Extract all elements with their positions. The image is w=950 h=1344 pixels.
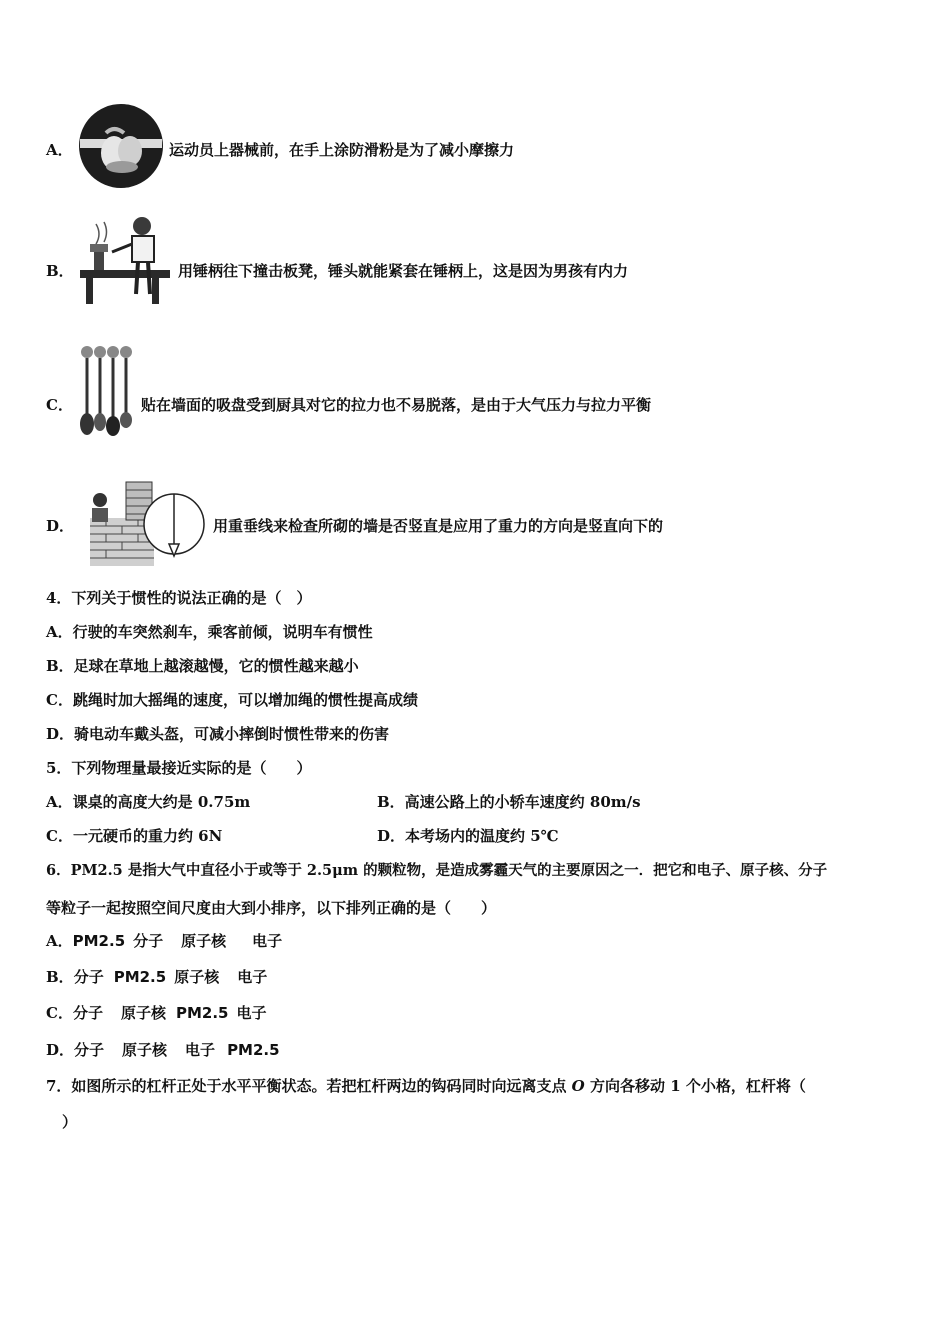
item-molecule: 分子: [133, 932, 164, 950]
item-pm25: PM2.5: [227, 1041, 280, 1059]
item-molecule: 分子: [74, 1041, 105, 1059]
q4-stem: 4．下列关于惯性的说法正确的是（ ）: [46, 589, 312, 607]
item-pm25: PM2.5: [113, 968, 167, 986]
option-d-label: D．: [46, 517, 75, 535]
q6-stem-line1: 6．PM2.5 是指大气中直径小于或等于 2.5μm 的颗粒物，是造成雾霾天气的主要原因之一．把它和电子、原子核、分子: [46, 862, 828, 879]
q4-option-c: C．跳绳时加大摇绳的速度，可以增加绳的惯性提高成绩: [46, 691, 418, 709]
option-c-text: 贴在墙面的吸盘受到厨具对它的拉力也不易脱落，是由于大气压力与拉力平衡: [141, 396, 652, 414]
q7-stem-line2: ）: [62, 1113, 78, 1131]
option-label: A．: [46, 932, 73, 950]
q5-option-c: C．一元硬币的重力约 6N: [46, 827, 223, 845]
q6-option-a: [46, 931, 282, 951]
item-electron: 电子: [236, 1004, 267, 1022]
q6-option-b: [46, 967, 267, 987]
option-b-text: 用锤柄往下撞击板凳，锤头就能紧套在锤柄上，这是因为男孩有内力: [178, 262, 629, 280]
q4-option-d: D．骑电动车戴头盔，可减小摔倒时惯性带来的伤害: [46, 725, 390, 743]
q7-stem-part2: 方向各移动 1 个小格，杠杆将（: [584, 1077, 806, 1095]
q4-option-b: B．足球在草地上越滚越慢，它的惯性越来越小: [46, 657, 359, 675]
q4-option-a: A．行驶的车突然刹车，乘客前倾，说明车有惯性: [46, 623, 373, 641]
option-c-label: C．: [46, 396, 73, 414]
pivot-point-o: O: [571, 1077, 585, 1095]
option-a-text: 运动员上器械前，在手上涂防滑粉是为了减小摩擦力: [169, 141, 515, 159]
item-electron: 电子: [185, 1041, 216, 1059]
q5-stem: 5．下列物理量最接近实际的是（ ）: [46, 759, 312, 777]
gymnast-chalk-hands-image: [78, 103, 164, 189]
item-pm25: PM2.5: [72, 932, 126, 950]
option-d-text: 用重垂线来检查所砌的墙是否竖直是应用了重力的方向是竖直向下的: [213, 517, 664, 535]
plumb-line-wall-image: [76, 478, 210, 568]
option-b-label: B．: [46, 262, 74, 280]
q5-option-d: D．本考场内的温度约 5℃: [377, 827, 559, 845]
q7-stem-part1: 7．如图所示的杠杆正处于水平平衡状态。若把杠杆两边的钩码同时向远离支点: [46, 1077, 572, 1095]
boy-hammer-bench-image: [76, 214, 174, 306]
q6-option-d: [46, 1040, 280, 1060]
q5-option-a: A．课桌的高度大约是 0.75m: [46, 793, 251, 811]
item-molecule: 分子: [72, 1004, 103, 1022]
q6-option-c: [46, 1003, 267, 1023]
item-nucleus: 原子核: [181, 932, 227, 950]
item-nucleus: 原子核: [120, 1004, 166, 1022]
option-label: D．: [46, 1041, 75, 1059]
suction-hooks-utensils-image: [77, 344, 137, 440]
q7-stem-line1: [46, 1076, 806, 1096]
option-label: C．: [46, 1004, 73, 1022]
q5-option-b: B．高速公路上的小轿车速度约 80m/s: [377, 793, 641, 811]
item-electron: 电子: [252, 932, 283, 950]
item-pm25: PM2.5: [175, 1004, 229, 1022]
item-nucleus: 原子核: [174, 968, 220, 986]
q6-stem-line2: 等粒子一起按照空间尺度由大到小排序，以下排列正确的是（ ）: [46, 899, 497, 917]
item-electron: 电子: [237, 968, 268, 986]
option-a-label: A．: [46, 141, 73, 159]
option-label: B．: [46, 968, 74, 986]
item-nucleus: 原子核: [122, 1041, 168, 1059]
item-molecule: 分子: [73, 968, 104, 986]
